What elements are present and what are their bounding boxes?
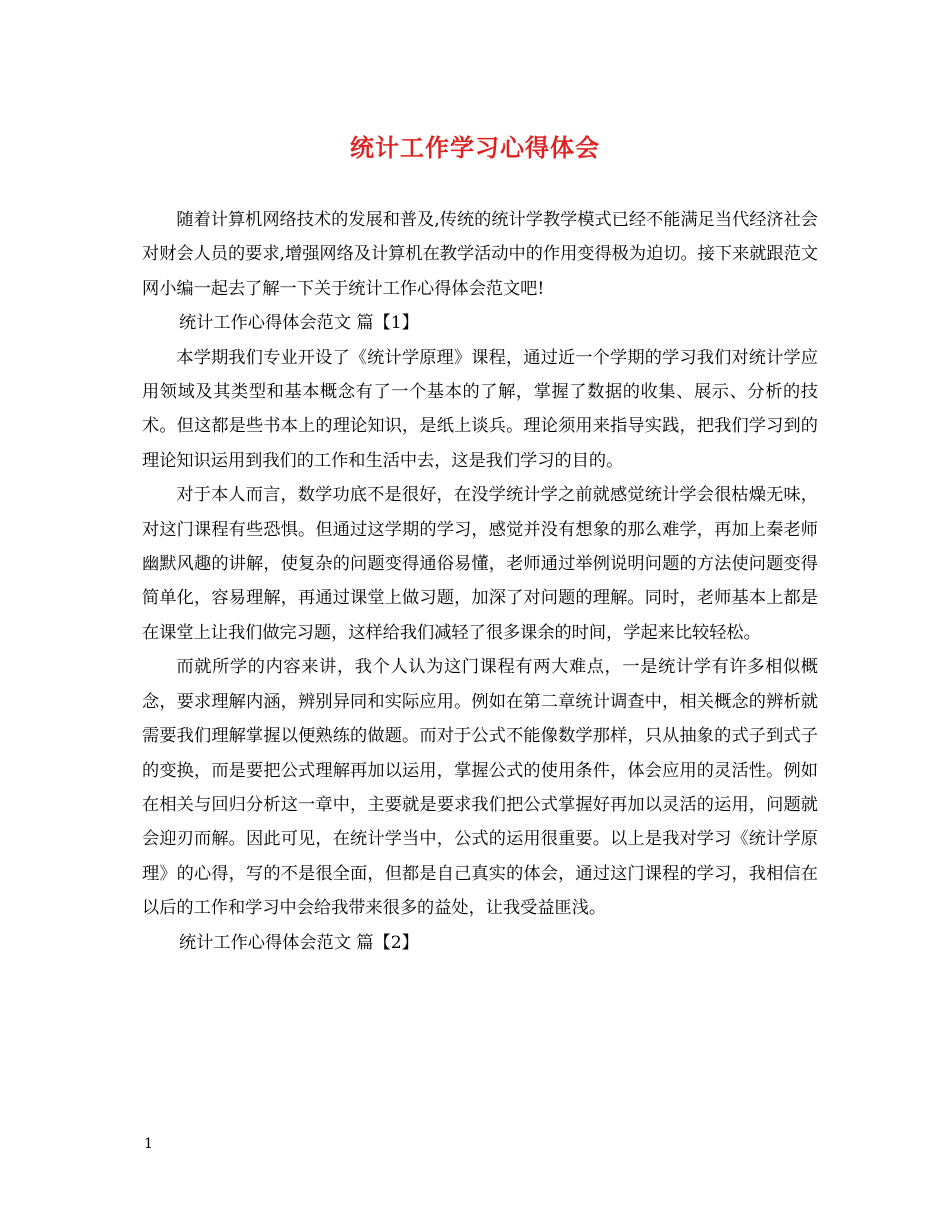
- page-number: 1: [144, 1136, 153, 1152]
- body-paragraph: 本学期我们专业开设了《统计学原理》课程，通过近一个学期的学习我们对统计学应用领域及其类型和基本概念有了一个基本的了解，掌握了数据的收集、展示、分析的技术。但这都是些书本上的理论知识，是纸上谈兵。理论须用来指导实践，把我们学习到的理论知识运用到我们的工作和生活中去，这是我们学习的目的。: [142, 347, 818, 471]
- body-paragraph: 对于本人而言，数学功底不是很好，在没学统计学之前就感觉统计学会很枯燥无味，对这门课程有些恐惧。但通过这学期的学习，感觉并没有想象的那么难学，再加上秦老师幽默风趣的讲解，使复杂的问题变得通俗易懂，老师通过举例说明问题的方法使问题变得简单化，容易理解，再通过课堂上做习题，加深了对问题的理解。同时，老师基本上都是在课堂上让我们做完习题，这样给我们减轻了很多课余的时间，学起来比较轻松。: [142, 485, 818, 643]
- intro-paragraph: 随着计算机网络技术的发展和普及,传统的统计学教学模式已经不能满足当代经济社会对财会人员的要求,增强网络及计算机在教学活动中的作用变得极为迫切。接下来就跟范文网小编一起去了解一下关于统计工作心得体会范文吧!: [142, 210, 818, 299]
- document-title: 统计工作学习心得体会: [350, 133, 600, 162]
- section-heading-2: 统计工作心得体会范文 篇【2】: [179, 932, 419, 953]
- document-body: [142, 203, 818, 960]
- body-paragraph: 而就所学的内容来讲，我个人认为这门课程有两大难点，一是统计学有许多相似概念，要求理解内涵，辨别异同和实际应用。例如在第二章统计调查中，相关概念的辨析就需要我们理解掌握以便熟练的做题。而对于公式不能像数学那样，只从抽象的式子到式子的变换，而是要把公式理解再加以运用，掌握公式的使用条件，体会应用的灵活性。例如在相关与回归分析这一章中，主要就是要求我们把公式掌握好再加以灵活的运用，问题就会迎刃而解。因此可见，在统计学当中，公式的运用很重要。以上是我对学习《统计学原理》的心得，写的不是很全面，但都是自己真实的体会，通过这门课程的学习，我相信在以后的工作和学习中会给我带来很多的益处，让我受益匪浅。: [142, 657, 818, 919]
- section-heading-1: 统计工作心得体会范文 篇【1】: [179, 313, 419, 334]
